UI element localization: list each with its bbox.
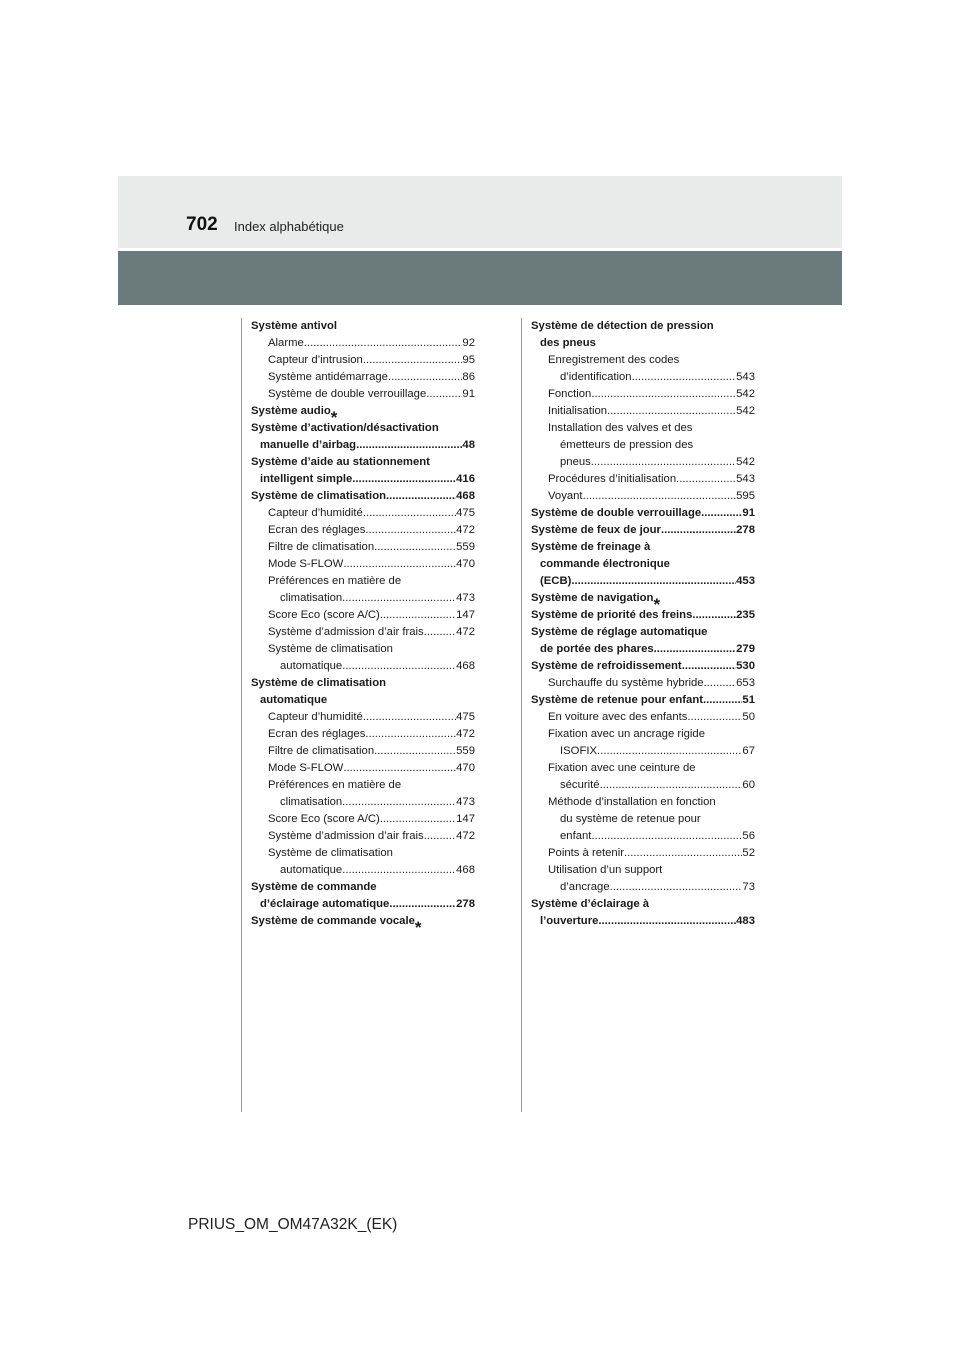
entry-text: Enregistrement des codes <box>548 354 680 366</box>
entry-text: Fixation avec un ancrage rigide <box>548 728 705 740</box>
entry-text: Préférences en matière de <box>268 779 402 791</box>
entry-text: Filtre de climatisation <box>268 541 375 553</box>
page-reference: 559 <box>456 541 475 553</box>
page-reference: 472 <box>456 728 475 740</box>
index-heading <box>531 794 755 811</box>
index-entry <box>251 335 475 352</box>
page-reference: 147 <box>456 609 475 621</box>
page-reference: 470 <box>456 558 475 570</box>
entry-text: Système de climatisation <box>251 677 386 689</box>
entry-text: Système de double verrouillage <box>268 388 427 400</box>
dot-leader <box>597 743 742 760</box>
index-entry <box>251 862 475 879</box>
entry-text: Voyant <box>548 490 583 502</box>
column-rule-right <box>521 318 522 1112</box>
header-band <box>118 251 842 305</box>
page-reference: 483 <box>736 915 755 927</box>
page-reference: 559 <box>456 745 475 757</box>
entry-text: manuelle d’airbag <box>260 439 357 451</box>
page-reference: 470 <box>456 762 475 774</box>
index-heading: Système audio * <box>251 405 338 427</box>
page-reference: 50 <box>742 711 755 723</box>
entry-text: commande électronique <box>540 558 670 570</box>
entry-text: climatisation <box>280 796 343 808</box>
entry-text: enfant <box>560 830 592 842</box>
entry-text: Système de navigation <box>531 592 654 604</box>
entry-text: intelligent simple <box>260 473 353 485</box>
dot-leader <box>389 896 456 913</box>
index-entry <box>251 794 475 811</box>
dot-leader <box>632 369 737 386</box>
index-heading <box>251 777 475 794</box>
entry-text: Système de climatisation <box>251 490 386 502</box>
index-entry <box>251 522 475 539</box>
index-column-left <box>251 318 475 937</box>
entry-text: Système de double verrouillage <box>531 507 702 519</box>
index-entry <box>531 658 755 675</box>
page-reference: 530 <box>736 660 755 672</box>
index-heading <box>251 454 475 471</box>
index-entry <box>531 403 755 420</box>
dot-leader <box>607 403 736 420</box>
page-reference: 475 <box>456 711 475 723</box>
column-rule-left <box>241 318 242 1112</box>
entry-text: Capteur d’humidité <box>268 711 363 723</box>
page-reference: 86 <box>462 371 475 383</box>
dot-leader <box>380 811 456 828</box>
dot-leader <box>654 641 737 658</box>
dot-leader <box>583 488 737 505</box>
page-reference: 92 <box>462 337 475 349</box>
index-heading <box>531 896 755 913</box>
index-heading <box>251 318 475 335</box>
page-reference: 472 <box>456 830 475 842</box>
entry-text: Système d’aide au stationnement <box>251 456 430 468</box>
index-entry <box>251 607 475 624</box>
entry-text: Système d’activation/désactivation <box>251 422 439 434</box>
index-heading <box>531 352 755 369</box>
dot-leader <box>704 675 737 692</box>
index-entry <box>251 709 475 726</box>
index-entry <box>531 386 755 403</box>
index-entry <box>251 539 475 556</box>
dot-leader <box>682 658 736 675</box>
page-reference: 542 <box>736 388 755 400</box>
index-entry <box>531 607 755 624</box>
page-reference: 468 <box>456 864 475 876</box>
page-reference: 543 <box>736 371 755 383</box>
dot-leader <box>304 335 463 352</box>
dot-leader <box>363 709 456 726</box>
dot-leader <box>356 437 462 454</box>
entry-text: Système de détection de pression <box>531 320 714 332</box>
index-entry <box>531 641 755 658</box>
index-entry <box>531 743 755 760</box>
index-entry <box>531 692 755 709</box>
entry-text: Méthode d’installation en fonction <box>548 796 716 808</box>
entry-text: d’ancrage <box>560 881 610 893</box>
index-entry <box>251 811 475 828</box>
index-entry <box>251 590 475 607</box>
entry-text: Système d’admission d’air frais <box>268 830 424 842</box>
entry-text: Ecran des réglages <box>268 524 366 536</box>
entry-text: Capteur d’intrusion <box>268 354 363 366</box>
index-entry <box>251 437 475 454</box>
dot-leader <box>342 590 456 607</box>
index-entry <box>251 743 475 760</box>
dot-leader <box>591 828 742 845</box>
dot-leader <box>426 386 462 403</box>
index-heading <box>251 420 475 437</box>
entry-text: Ecran des réglages <box>268 728 366 740</box>
dot-leader <box>598 913 736 930</box>
entry-text: Système de refroidissement <box>531 660 682 672</box>
entry-text: En voiture avec des enfants <box>548 711 688 723</box>
entry-text: automatique <box>280 660 343 672</box>
index-entry <box>531 471 755 488</box>
entry-text: Système de priorité des freins <box>531 609 693 621</box>
entry-text: Initialisation <box>548 405 608 417</box>
dot-leader <box>600 777 743 794</box>
index-heading <box>251 845 475 862</box>
index-entry <box>251 760 475 777</box>
entry-text: Surchauffe du système hybride <box>548 677 704 689</box>
dot-leader <box>386 488 456 505</box>
entry-text: du système de retenue pour <box>560 813 701 825</box>
index-entry <box>531 777 755 794</box>
entry-text: pneus <box>560 456 591 468</box>
page-reference: 595 <box>736 490 755 502</box>
index-entry <box>531 369 755 386</box>
index-heading <box>531 726 755 743</box>
entry-text: Système de freinage à <box>531 541 651 553</box>
entry-text: Système de commande vocale <box>251 915 415 927</box>
page-reference: 235 <box>736 609 755 621</box>
entry-text: Système d’éclairage à <box>531 898 650 910</box>
entry-text: Système de feux de jour <box>531 524 661 536</box>
index-column-right <box>531 318 755 930</box>
index-entry <box>251 488 475 505</box>
entry-text: Système de climatisation <box>268 643 393 655</box>
page-reference: 48 <box>462 439 475 451</box>
dot-leader <box>342 658 456 675</box>
index-entry <box>251 505 475 522</box>
entry-text: Score Eco (score A/C) <box>268 609 380 621</box>
dot-leader <box>610 879 743 896</box>
entry-text: ISOFIX <box>560 745 598 757</box>
index-entry <box>531 879 755 896</box>
dot-leader <box>676 471 736 488</box>
dot-leader <box>374 743 456 760</box>
page-reference: 73 <box>742 881 755 893</box>
index-heading: Système de commande vocale * <box>251 915 422 937</box>
index-heading <box>251 573 475 590</box>
index-entry <box>251 624 475 641</box>
index-heading <box>531 624 755 641</box>
dot-leader <box>424 828 456 845</box>
page-reference: 279 <box>736 643 755 655</box>
entry-text: d’éclairage automatique <box>260 898 390 910</box>
entry-text: Capteur d’humidité <box>268 507 363 519</box>
dot-leader <box>687 709 742 726</box>
entry-text: Mode S-FLOW <box>268 762 344 774</box>
dot-leader <box>342 794 456 811</box>
page-reference: 95 <box>462 354 475 366</box>
index-heading <box>531 862 755 879</box>
entry-text: Mode S-FLOW <box>268 558 344 570</box>
document-code: PRIUS_OM_OM47A32K_(EK) <box>188 1216 398 1233</box>
page-reference: 473 <box>456 796 475 808</box>
index-entry <box>531 505 755 522</box>
dot-leader <box>424 624 456 641</box>
entry-text: des pneus <box>540 337 596 349</box>
entry-text: Fonction <box>548 388 592 400</box>
page-reference: 416 <box>456 473 475 485</box>
entry-text: automatique <box>260 694 328 706</box>
page-reference: 147 <box>456 813 475 825</box>
page-reference: 91 <box>462 388 475 400</box>
page-reference: 542 <box>736 405 755 417</box>
dot-leader <box>363 352 463 369</box>
page-reference: 91 <box>742 507 755 519</box>
dot-leader <box>352 471 456 488</box>
entry-text: Système de réglage automatique <box>531 626 708 638</box>
page-reference: 468 <box>456 660 475 672</box>
dot-leader <box>692 607 736 624</box>
page-reference: 472 <box>456 626 475 638</box>
dot-leader <box>703 692 742 709</box>
index-heading <box>251 641 475 658</box>
entry-text: Système d’admission d’air frais <box>268 626 424 638</box>
index-entry <box>251 726 475 743</box>
index-heading <box>531 760 755 777</box>
index-entry <box>531 675 755 692</box>
index-heading <box>531 811 755 828</box>
page-reference: 453 <box>736 575 755 587</box>
entry-text: Système audio <box>251 405 331 417</box>
index-heading <box>251 692 475 709</box>
index-entry <box>251 556 475 573</box>
dot-leader <box>363 505 456 522</box>
entry-text: Système antivol <box>251 320 338 332</box>
entry-text: Filtre de climatisation <box>268 745 375 757</box>
page-reference: 468 <box>456 490 475 502</box>
index-entry <box>531 828 755 845</box>
index-heading <box>251 675 475 692</box>
index-entry <box>251 658 475 675</box>
index-heading <box>531 437 755 454</box>
entry-text: Points à retenir <box>548 847 624 859</box>
index-entry <box>531 522 755 539</box>
dot-leader <box>571 573 736 590</box>
index-entry <box>251 369 475 386</box>
entry-text: Système de commande <box>251 881 377 893</box>
dot-leader <box>701 505 742 522</box>
page-reference: 472 <box>456 524 475 536</box>
index-heading <box>531 335 755 352</box>
dot-leader <box>365 726 456 743</box>
index-entry <box>531 845 755 862</box>
index-entry <box>251 386 475 403</box>
dot-leader <box>388 369 462 386</box>
dot-leader <box>591 454 736 471</box>
index-entry <box>531 454 755 471</box>
entry-text: automatique <box>280 864 343 876</box>
entry-text: Système de retenue pour enfant <box>531 694 704 706</box>
entry-text: sécurité <box>560 779 600 791</box>
index-entry <box>251 896 475 913</box>
index-heading <box>531 539 755 556</box>
index-heading <box>251 879 475 896</box>
entry-text: d’identification <box>560 371 632 383</box>
entry-text: Alarme <box>268 337 304 349</box>
page-reference: 278 <box>736 524 755 536</box>
entry-text: Utilisation d’un support <box>548 864 663 876</box>
entry-text: de portée des phares <box>540 643 654 655</box>
entry-text: Procédures d’initialisation <box>548 473 677 485</box>
index-heading <box>531 318 755 335</box>
page-reference: 56 <box>742 830 755 842</box>
page-reference: 475 <box>456 507 475 519</box>
page-reference: 473 <box>456 592 475 604</box>
index-entry <box>251 471 475 488</box>
index-heading <box>531 556 755 573</box>
page-reference: 67 <box>742 745 755 757</box>
dot-leader <box>365 522 456 539</box>
entry-text: Fixation avec une ceinture de <box>548 762 696 774</box>
page-number: 702 <box>186 214 218 235</box>
page-reference: 653 <box>736 677 755 689</box>
index-entry <box>531 913 755 930</box>
index-entry <box>251 828 475 845</box>
page-reference: 278 <box>456 898 475 910</box>
index-entry <box>531 573 755 590</box>
index-entry <box>531 709 755 726</box>
page-reference: 52 <box>742 847 755 859</box>
page-reference: 543 <box>736 473 755 485</box>
dot-leader <box>374 539 456 556</box>
dot-leader <box>343 556 456 573</box>
entry-text: l’ouverture <box>540 915 599 927</box>
index-heading <box>531 420 755 437</box>
entry-text: émetteurs de pression des <box>560 439 694 451</box>
entry-text: climatisation <box>280 592 343 604</box>
index-heading: Système de navigation * <box>531 592 661 614</box>
dot-leader <box>624 845 742 862</box>
page-reference: 51 <box>742 694 755 706</box>
dot-leader <box>591 386 736 403</box>
dot-leader <box>661 522 736 539</box>
dot-leader <box>343 760 456 777</box>
entry-text: (ECB) <box>540 575 572 587</box>
entry-text: Préférences en matière de <box>268 575 402 587</box>
entry-text: Score Eco (score A/C) <box>268 813 380 825</box>
header-bar <box>118 176 842 248</box>
index-entry <box>251 352 475 369</box>
entry-text: Installation des valves et des <box>548 422 693 434</box>
dot-leader <box>380 607 456 624</box>
entry-text: Système antidémarrage <box>268 371 388 383</box>
section-title: Index alphabétique <box>234 219 344 234</box>
page-reference: 60 <box>742 779 755 791</box>
page-reference: 542 <box>736 456 755 468</box>
index-entry <box>531 488 755 505</box>
entry-text: Système de climatisation <box>268 847 393 859</box>
dot-leader <box>342 862 456 879</box>
